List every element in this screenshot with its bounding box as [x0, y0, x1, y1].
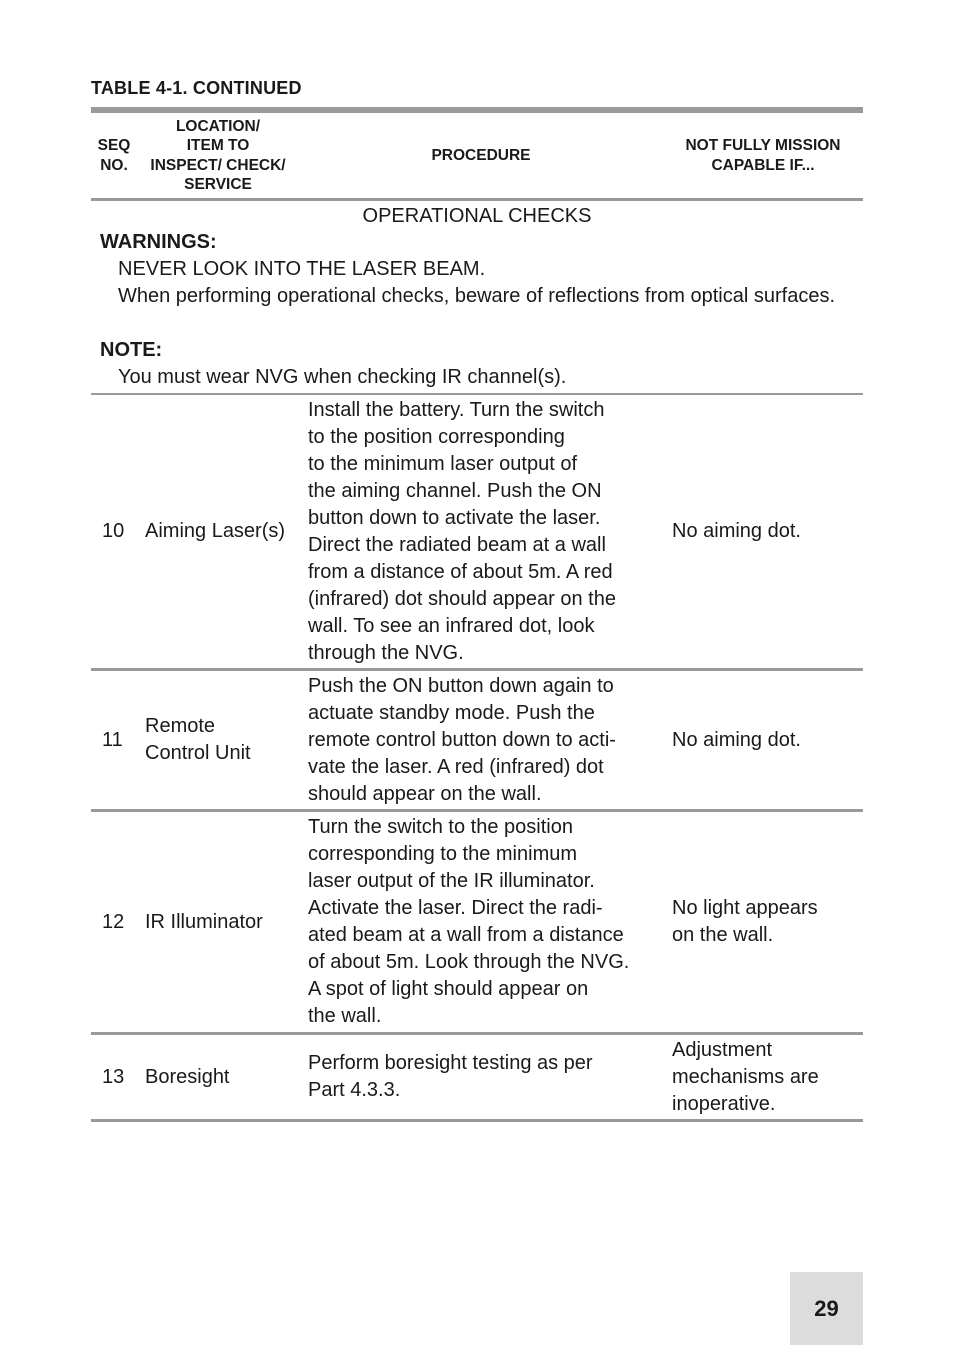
section-title: OPERATIONAL CHECKS — [362, 205, 592, 227]
table-caption: TABLE 4-1. CONTINUED — [91, 78, 302, 98]
row-procedure: Perform boresight testing as per Part 4.3.3. — [308, 1052, 593, 1101]
row-not-fully-mission-capable: No aiming dot. — [672, 520, 801, 542]
header-not-fully-mission-capable: NOT FULLY MISSION CAPABLE IF... — [685, 137, 841, 174]
table-row — [91, 1035, 863, 1122]
row-procedure: Turn the switch to the position corresponding to the minimum laser output of the IR illuminator. Activate the laser. Direct the radi- ated beam at a wall from a distance of about 5m. Look through the NVG. A spot of light should appear on the wall. — [308, 816, 630, 1027]
row-not-fully-mission-capable: No aiming dot. — [672, 728, 801, 751]
table-row — [91, 671, 863, 812]
row-procedure: Push the ON button down again to actuate standby mode. Push the remote control button down to acti- vate the laser. A red (infrared) dot should appear on the wall. — [308, 674, 616, 805]
row-procedure: Install the battery. Turn the switch to the position corresponding to the minimum laser output of the aiming channel. Push the ON button down to activate the laser. Direct the radiated beam at a wall from a distance of about 5m. A red (infrared) dot should appear on the wall. To see an infrared dot, look through the NVG. — [308, 398, 616, 664]
row-location: Boresight — [145, 1065, 230, 1088]
note-text: You must wear NVG when checking IR channel(s). — [118, 366, 567, 388]
row-location: Aiming Laser(s) — [145, 520, 286, 542]
row-seq: 10 — [102, 520, 125, 542]
warning-text: When performing operational checks, beware of reflections from optical surfaces. — [118, 285, 836, 307]
row-not-fully-mission-capable: Adjustment mechanisms are inoperative. — [672, 1038, 819, 1115]
row-seq: 13 — [102, 1065, 125, 1088]
row-seq: 11 — [102, 728, 123, 751]
operational-checks-section — [91, 201, 863, 395]
row-location: IR Illuminator — [145, 910, 263, 933]
table-row — [91, 395, 863, 671]
table-row — [91, 812, 863, 1035]
table-header — [91, 113, 863, 201]
header-location: LOCATION/ ITEM TO INSPECT/ CHECK/ SERVICE — [150, 117, 286, 193]
note-label: NOTE: — [100, 339, 163, 361]
header-seq: SEQ NO. — [97, 137, 131, 174]
warnings-label: WARNINGS: — [100, 231, 217, 253]
row-seq: 12 — [102, 910, 125, 933]
row-location: Remote Control Unit — [145, 715, 251, 764]
row-not-fully-mission-capable: No light appears on the wall. — [672, 897, 818, 946]
page-number: 29 — [790, 1272, 863, 1345]
warning-text: NEVER LOOK INTO THE LASER BEAM. — [118, 258, 486, 280]
header-procedure: PROCEDURE — [431, 146, 531, 164]
